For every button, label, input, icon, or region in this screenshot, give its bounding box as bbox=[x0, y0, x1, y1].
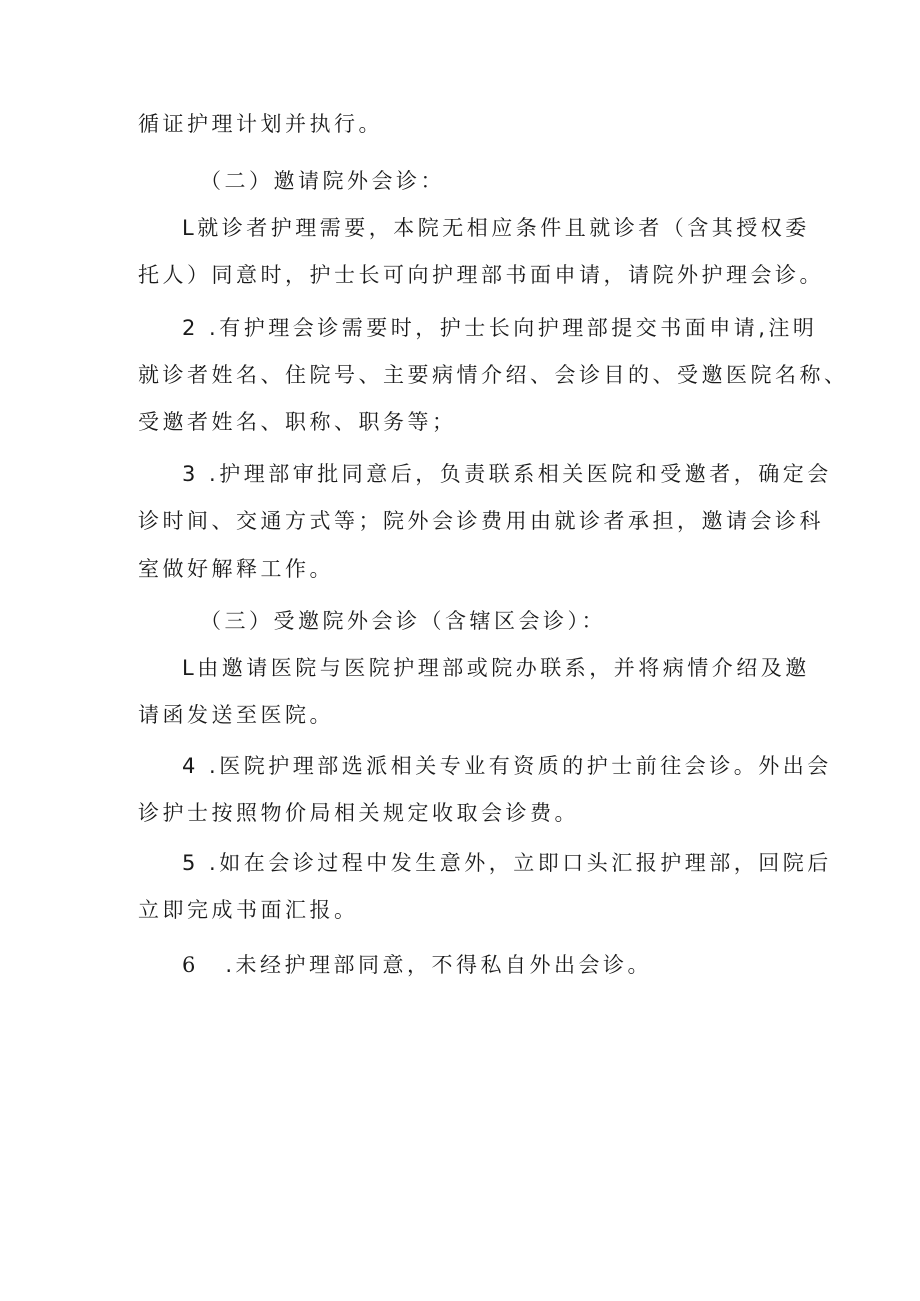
text-line: 室做好解释工作。 bbox=[138, 557, 334, 581]
text-line: 请函发送至医院。 bbox=[138, 703, 334, 727]
list-item: 2 .有护理会诊需要时，护士长向护理部提交书面申请,注明 bbox=[182, 316, 818, 340]
list-item: L就诊者护理需要，本院无相应条件且就诊者（含其授权委 bbox=[182, 216, 810, 240]
text-line: 立即完成书面汇报。 bbox=[138, 898, 359, 922]
text-line: 就诊者姓名、住院号、主要病情介绍、会诊目的、受邀医院名称、 bbox=[138, 363, 849, 387]
item-text: .未经护理部同意，不得私自外出会诊。 bbox=[225, 953, 653, 977]
text-line: 受邀者姓名、职称、职务等； bbox=[138, 410, 457, 434]
list-item: 3 .护理部审批同意后，负责联系相关医院和受邀者，确定会 bbox=[182, 462, 832, 486]
list-item bbox=[182, 941, 652, 989]
list-item: L由邀请医院与医院护理部或院办联系，并将病情介绍及邀 bbox=[182, 656, 810, 680]
list-item: 5 .如在会诊过程中发生意外，立即口头汇报护理部，回院后 bbox=[182, 851, 832, 875]
text-line: 循证护理计划并执行。 bbox=[138, 112, 383, 136]
item-number: 6 bbox=[182, 953, 196, 977]
list-item: 4 .医院护理部选派相关专业有资质的护士前往会诊。外出会 bbox=[182, 754, 832, 778]
text-line: 托人）同意时，护士长可向护理部书面申请，请院外护理会诊。 bbox=[138, 263, 824, 287]
text-line: 诊时间、交通方式等；院外会诊费用由就诊者承担，邀请会诊科 bbox=[138, 509, 824, 533]
section-heading: （三）受邀院外会诊（含辖区会诊）： bbox=[200, 609, 606, 633]
section-heading: （二）邀请院外会诊： bbox=[200, 169, 445, 193]
text-line: 诊护士按照物价局相关规定收取会诊费。 bbox=[138, 801, 579, 825]
